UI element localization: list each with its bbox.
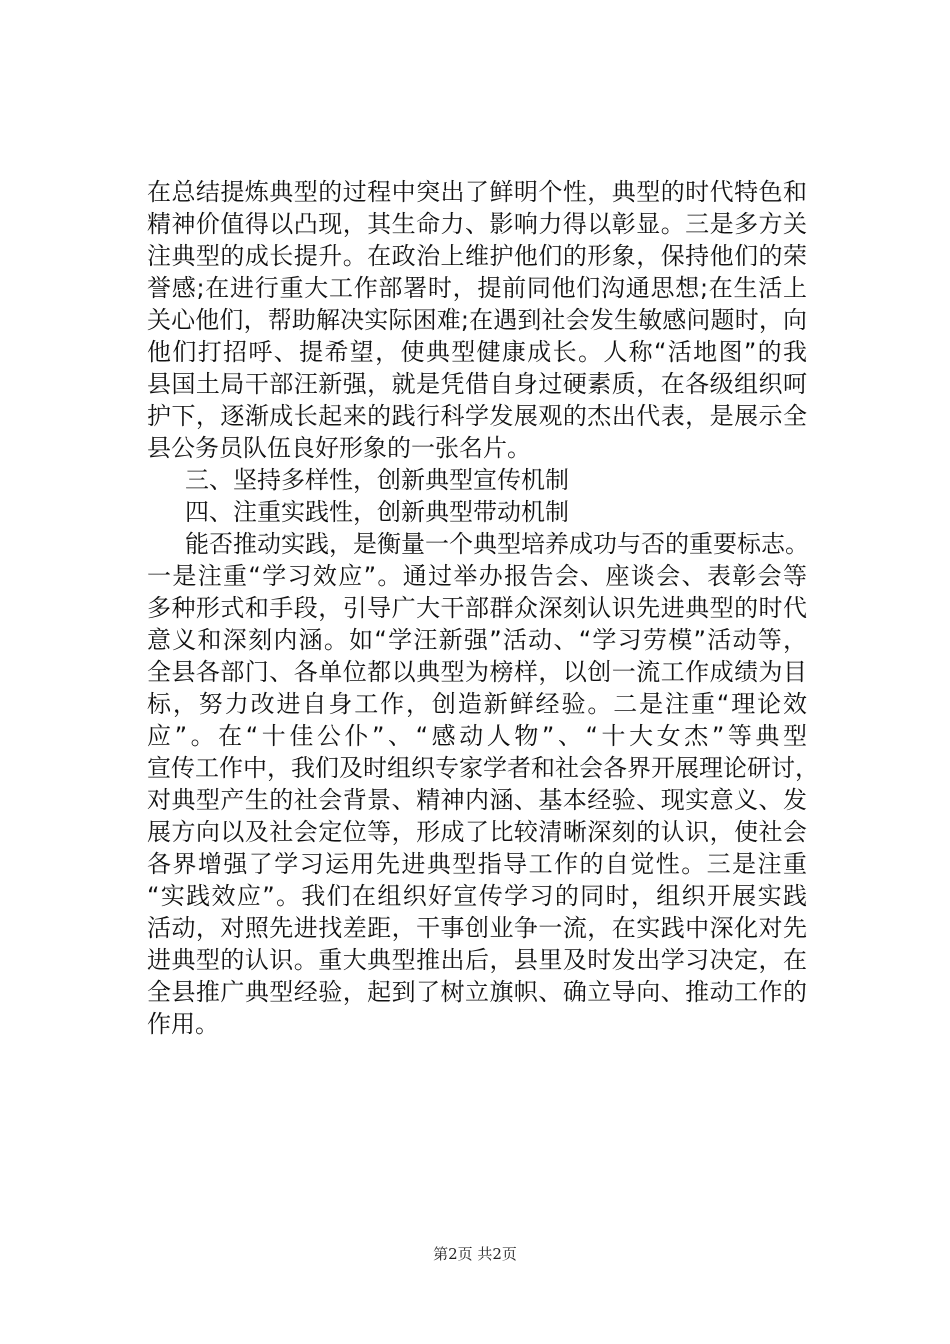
text-line: 作用。 bbox=[147, 1010, 219, 1038]
text-line: 宣传工作中，我们及时组织专家学者和社会各界开展理论研讨， bbox=[147, 754, 819, 782]
page-number-footer: 第2页 共2页 bbox=[433, 1245, 517, 1263]
text-line: 他们打招呼、提希望，使典型健康成长。人称“活地图”的我 bbox=[147, 338, 807, 366]
text-line: 全县推广典型经验，起到了树立旗帜、确立导向、推动工作的 bbox=[147, 978, 807, 1006]
text-line: 精神价值得以凸现，其生命力、影响力得以彰显。三是多方关 bbox=[147, 210, 807, 238]
text-line: 全县各部门、各单位都以典型为榜样，以创一流工作成绩为目 bbox=[147, 658, 807, 686]
text-line: 多种形式和手段，引导广大干部群众深刻认识先进典型的时代 bbox=[147, 594, 807, 622]
text-line: “实践效应”。我们在组织好宣传学习的同时，组织开展实践 bbox=[147, 882, 807, 910]
text-line: 关心他们，帮助解决实际困难;在遇到社会发生敏感问题时，向 bbox=[147, 306, 807, 334]
text-line: 县国土局干部汪新强，就是凭借自身过硬素质，在各级组织呵 bbox=[147, 370, 807, 398]
text-line: 应”。在“十佳公仆”、“感动人物”、“十大女杰”等典型 bbox=[147, 722, 807, 750]
heading-text: 三、坚持多样性，创新典型宣传机制 bbox=[185, 466, 569, 494]
paragraph-practice bbox=[147, 528, 819, 1040]
text-line: 县公务员队伍良好形象的一张名片。 bbox=[147, 434, 531, 462]
section-heading-3 bbox=[147, 464, 807, 496]
text-line: 一是注重“学习效应”。通过举办报告会、座谈会、表彰会等 bbox=[147, 562, 807, 590]
text-line: 进典型的认识。重大典型推出后，县里及时发出学习决定，在 bbox=[147, 946, 807, 974]
section-heading-4 bbox=[147, 496, 807, 528]
document-body bbox=[147, 176, 819, 1040]
text-line: 各界增强了学习运用先进典型指导工作的自觉性。三是注重 bbox=[147, 850, 807, 878]
text-line: 意义和深刻内涵。如“学汪新强”活动、“学习劳模”活动等， bbox=[147, 626, 807, 654]
paragraph-continued bbox=[147, 176, 807, 464]
text-line: 在总结提炼典型的过程中突出了鲜明个性，典型的时代特色和 bbox=[147, 178, 807, 206]
text-line: 标，努力改进自身工作，创造新鲜经验。二是注重“理论效 bbox=[147, 690, 807, 718]
text-line: 注典型的成长提升。在政治上维护他们的形象，保持他们的荣 bbox=[147, 242, 807, 270]
heading-text: 四、注重实践性，创新典型带动机制 bbox=[185, 498, 569, 526]
text-line: 誉感;在进行重大工作部署时，提前同他们沟通思想;在生活上 bbox=[147, 274, 807, 302]
text-line: 展方向以及社会定位等，形成了比较清晰深刻的认识，使社会 bbox=[147, 818, 807, 846]
text-line: 护下，逐渐成长起来的践行科学发展观的杰出代表，是展示全 bbox=[147, 402, 807, 430]
text-line: 活动，对照先进找差距，干事创业争一流，在实践中深化对先 bbox=[147, 914, 807, 942]
text-line: 对典型产生的社会背景、精神内涵、基本经验、现实意义、发 bbox=[147, 786, 807, 814]
text-line: 能否推动实践，是衡量一个典型培养成功与否的重要标志。 bbox=[185, 530, 809, 558]
